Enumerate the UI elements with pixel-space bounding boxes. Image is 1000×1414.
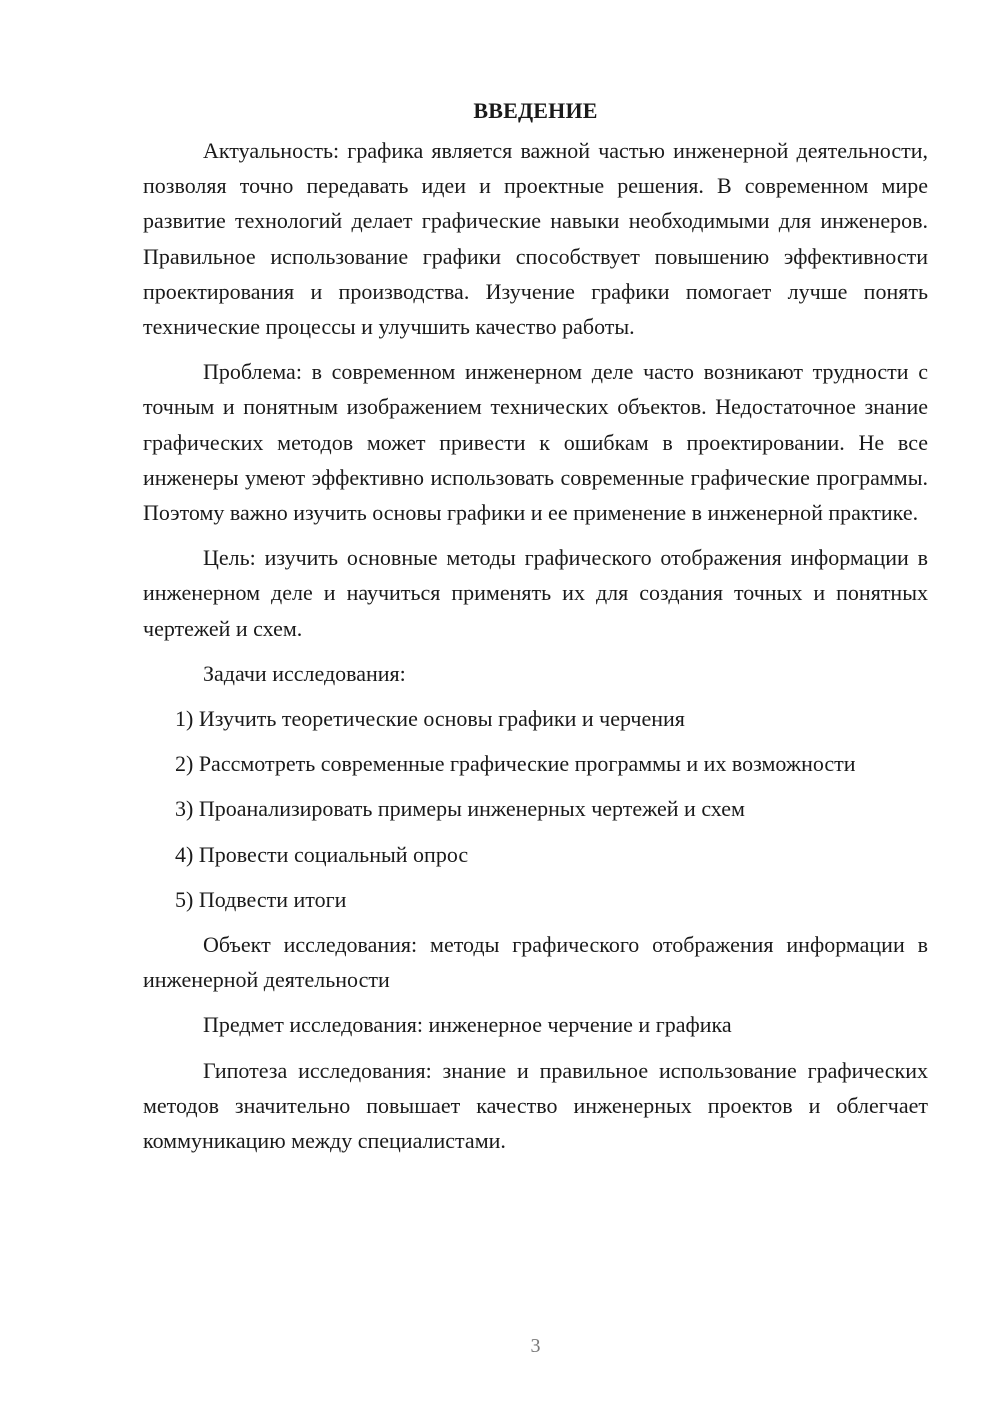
task-item: 4) Провести социальный опрос xyxy=(175,841,469,867)
goal-paragraph: Цель: изучить основные методы графического отображения информации в инженерном деле и научиться применять их для создания точных и понятных чертежей и схем. xyxy=(143,545,928,641)
hypothesis-paragraph: Гипотеза исследования: знание и правильное использование графических методов значительно повышает качество инженерных проектов и облегчает коммуникацию между специалистами. xyxy=(143,1057,928,1154)
task-item: 1) Изучить теоретические основы графики и черчения xyxy=(175,706,685,732)
task-item: 3) Проанализировать примеры инженерных чертежей и схем xyxy=(175,796,745,822)
page-number: 3 xyxy=(530,1335,541,1357)
section-heading: ВВЕДЕНИЕ xyxy=(473,98,598,123)
problem-paragraph: Проблема: в современном инженерном деле часто возникают трудности с точным и понятным изображением технических объектов. Недостаточное знание графических методов может привести к ошибкам в проектировании. Не все инженеры умеют эффективно использовать современные графические программы. Поэтому важно изучить основы графики и ее применение в инженерной практике. xyxy=(143,359,928,526)
task-item: 5) Подвести итоги xyxy=(175,886,347,912)
subject-paragraph: Предмет исследования: инженерное черчение и графика xyxy=(203,1012,732,1038)
relevance-paragraph: Актуальность: графика является важной частью инженерной деятельности, позволяя точно передавать идеи и проектные решения. В современном мире развитие технологий делает графические навыки необходимыми для инженеров. Правильное использование графики способствует повышению эффективности проектирования и производства. Изучение графики помогает лучше понять технические процессы и улучшить качество работы. xyxy=(143,138,928,340)
task-item: 2) Рассмотреть современные графические программы и их возможности xyxy=(175,751,856,777)
object-paragraph: Объект исследования: методы графического отображения информации в инженерной деятельности xyxy=(143,932,928,993)
document-page xyxy=(143,95,928,1158)
tasks-title: Задачи исследования: xyxy=(203,660,406,686)
